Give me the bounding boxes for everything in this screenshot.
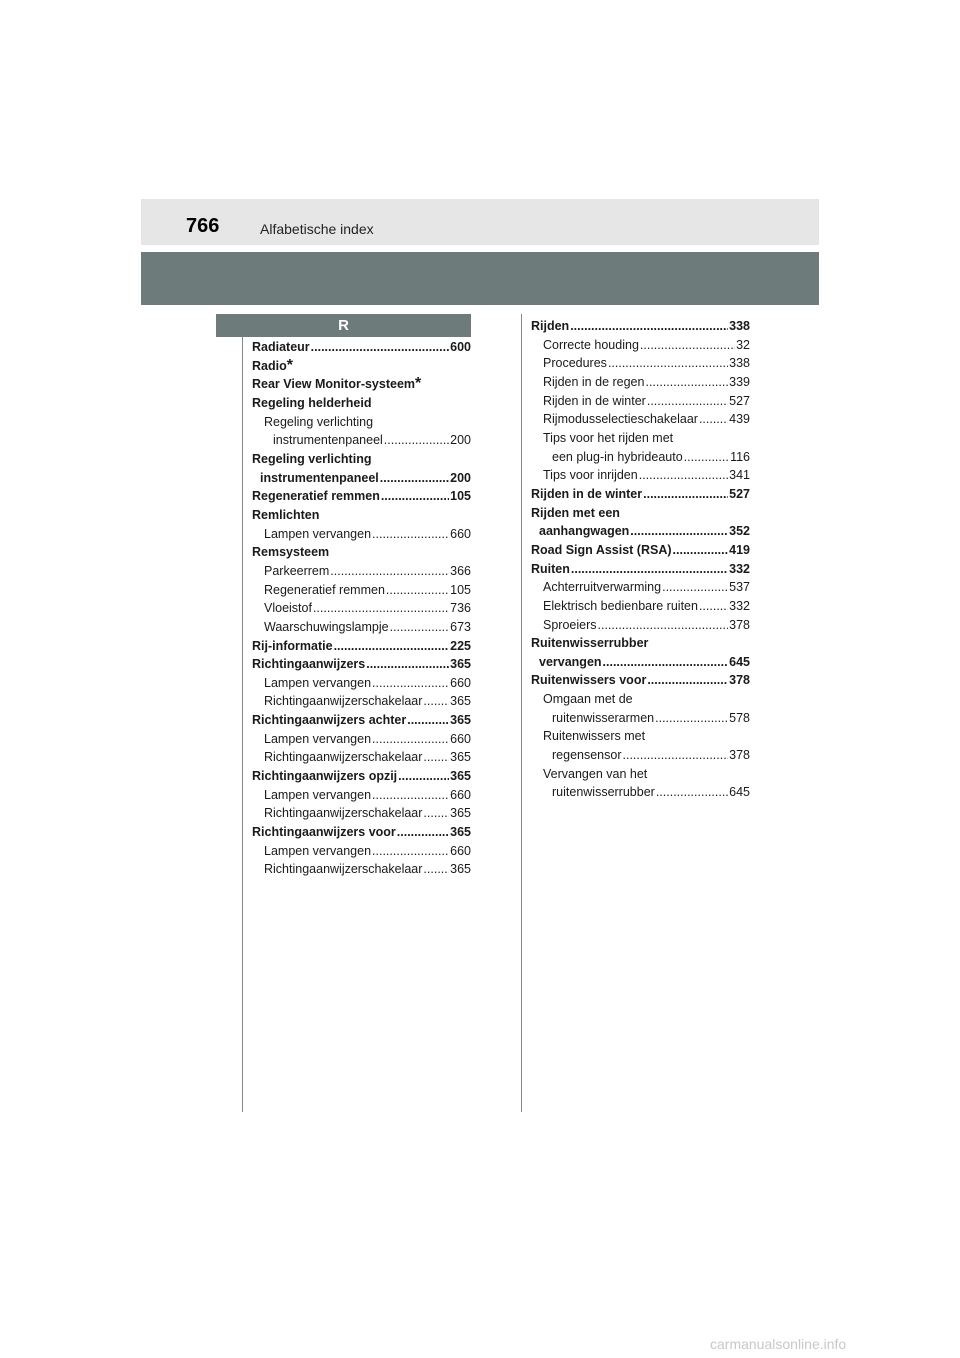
dot-leader xyxy=(570,317,728,336)
index-entry xyxy=(531,727,750,746)
index-entry xyxy=(531,653,750,672)
index-entry xyxy=(252,431,471,450)
dot-leader xyxy=(639,466,728,485)
entry-page-number: 660 xyxy=(450,526,471,541)
dot-leader xyxy=(645,373,728,392)
entry-page-number: 365 xyxy=(450,769,471,784)
dot-leader xyxy=(313,599,449,618)
dot-leader xyxy=(390,618,450,637)
dot-leader xyxy=(699,410,728,429)
index-entry xyxy=(252,450,471,469)
index-entry: Rear View Monitor-systeem * xyxy=(252,375,422,393)
entry-term: Tips voor inrijden xyxy=(543,468,638,483)
index-entry xyxy=(252,842,471,861)
page-number: 766 xyxy=(186,215,220,237)
entry-term: Radiateur xyxy=(252,340,310,354)
index-entry xyxy=(531,317,750,336)
index-entry xyxy=(252,748,471,767)
dot-leader xyxy=(643,485,728,504)
entry-term: Waarschuwingslampje xyxy=(264,619,389,634)
index-entry xyxy=(531,783,750,802)
entry-page-number: 419 xyxy=(729,542,750,557)
dot-leader xyxy=(603,653,729,672)
dot-leader xyxy=(571,560,728,579)
index-entry xyxy=(252,487,471,506)
entry-term: Correcte houding xyxy=(543,337,639,352)
dot-leader xyxy=(640,336,735,355)
entry-page-number: 578 xyxy=(729,710,750,725)
index-entry xyxy=(252,543,471,562)
entry-term: Richtingaanwijzers xyxy=(252,657,366,672)
dot-leader xyxy=(311,338,449,357)
entry-page-number: 116 xyxy=(730,449,750,464)
dot-leader xyxy=(397,823,449,842)
entry-page-number: 365 xyxy=(450,694,471,709)
dot-leader xyxy=(372,674,449,693)
entry-term: Regeneratief remmen xyxy=(264,582,385,597)
dot-leader xyxy=(366,655,449,674)
index-entry xyxy=(531,373,750,392)
header-band xyxy=(141,252,819,305)
index-entry xyxy=(531,522,750,541)
entry-page-number: 736 xyxy=(450,601,471,616)
dot-leader xyxy=(372,525,449,544)
index-entry xyxy=(252,562,471,581)
entry-term: Elektrisch bedienbare ruiten xyxy=(543,598,698,613)
index-entry xyxy=(252,394,471,413)
entry-page-number: 660 xyxy=(450,731,471,746)
entry-term: Ruitenwisserrubber xyxy=(531,636,649,651)
index-entry xyxy=(252,767,471,786)
entry-term: Rijmodusselectieschakelaar xyxy=(543,412,698,427)
entry-page-number: 105 xyxy=(450,489,471,504)
dot-leader xyxy=(608,354,728,373)
entry-term: Regeling verlichting xyxy=(264,414,374,429)
entry-page-number: 338 xyxy=(729,319,750,333)
entry-page-number: 378 xyxy=(729,748,750,763)
dot-leader xyxy=(380,469,449,488)
dot-leader xyxy=(655,709,728,728)
index-entry xyxy=(531,392,750,411)
index-entry xyxy=(252,860,471,879)
entry-page-number: 32 xyxy=(736,337,750,352)
index-column-right xyxy=(531,317,750,802)
index-entry xyxy=(531,466,750,485)
index-entry xyxy=(531,616,750,635)
index-entry xyxy=(531,765,750,784)
index-entry xyxy=(531,634,750,653)
index-entry xyxy=(531,690,750,709)
index-entry xyxy=(252,786,471,805)
entry-term: Lampen vervangen xyxy=(264,526,372,541)
entry-term: Vloeistof xyxy=(264,601,312,616)
index-entry xyxy=(252,711,471,730)
entry-term: Rijden in de regen xyxy=(543,374,645,389)
dot-leader xyxy=(684,448,729,467)
index-entry xyxy=(531,429,750,448)
dot-leader xyxy=(386,581,449,600)
entry-term: Sproeiers xyxy=(543,617,597,632)
entry-page-number: 600 xyxy=(450,340,471,354)
index-entry xyxy=(531,448,750,467)
index-entry xyxy=(252,581,471,600)
index-entry xyxy=(252,618,471,637)
entry-page-number: 341 xyxy=(729,468,750,483)
index-entry xyxy=(531,485,750,504)
dot-leader xyxy=(407,711,449,730)
entry-page-number: 366 xyxy=(450,563,471,578)
dot-leader xyxy=(423,860,449,879)
index-entry xyxy=(531,560,750,579)
entry-page-number: 378 xyxy=(729,617,750,632)
entry-term: Rijden met een xyxy=(531,505,620,520)
entry-term: Vervangen van het xyxy=(543,766,648,781)
dot-leader xyxy=(623,746,729,765)
entry-term: ruitenwisserrubber xyxy=(552,785,655,800)
index-entry xyxy=(252,637,471,656)
entry-term: Remlichten xyxy=(252,507,320,522)
dot-leader xyxy=(699,597,728,616)
entry-term: Ruitenwissers met xyxy=(543,729,646,744)
entry-page-number: 365 xyxy=(450,750,471,765)
index-entry xyxy=(252,804,471,823)
index-entry xyxy=(252,674,471,693)
entry-term: Lampen vervangen xyxy=(264,731,372,746)
entry-term: Tips voor het rijden met xyxy=(543,430,674,445)
entry-term: Richtingaanwijzers achter xyxy=(252,713,407,728)
entry-page-number: 332 xyxy=(729,561,750,576)
dot-leader xyxy=(630,522,728,541)
entry-page-number: 225 xyxy=(450,638,471,653)
entry-page-number: 660 xyxy=(450,787,471,802)
entry-term: Achterruitverwarming xyxy=(543,580,662,595)
index-entry xyxy=(531,597,750,616)
index-entry xyxy=(252,692,471,711)
index-entry xyxy=(531,336,750,355)
entry-page-number: 352 xyxy=(729,524,750,539)
index-entry xyxy=(252,338,471,357)
entry-page-number: 645 xyxy=(729,785,750,800)
entry-term: Regeling verlichting xyxy=(252,451,372,466)
entry-term: Rij-informatie xyxy=(252,638,333,653)
section-title: Alfabetische index xyxy=(260,221,374,237)
dot-leader xyxy=(662,578,728,597)
entry-page-number: 200 xyxy=(450,470,471,485)
entry-term: instrumentenpaneel xyxy=(273,433,383,448)
entry-term: Omgaan met de xyxy=(543,692,633,707)
index-entry xyxy=(252,823,471,842)
index-entry xyxy=(531,354,750,373)
dot-leader xyxy=(656,783,728,802)
dot-leader xyxy=(673,541,729,560)
entry-term: Lampen vervangen xyxy=(264,787,372,802)
entry-page-number: 332 xyxy=(729,598,750,613)
index-entry xyxy=(252,599,471,618)
index-entry xyxy=(531,504,750,523)
dot-leader xyxy=(384,431,449,450)
entry-term: Richtingaanwijzerschakelaar xyxy=(264,806,423,821)
index-entry xyxy=(531,410,750,429)
entry-page-number: 645 xyxy=(729,654,750,669)
entry-term: Road Sign Assist (RSA) xyxy=(531,542,672,557)
entry-term: Regeneratief remmen xyxy=(252,489,380,504)
entry-page-number: 365 xyxy=(450,862,471,877)
entry-term: instrumentenpaneel xyxy=(260,470,379,485)
entry-page-number: 200 xyxy=(450,433,471,448)
index-entry: Radio * xyxy=(252,356,293,374)
entry-term: Regeling helderheid xyxy=(252,395,372,410)
index-entry xyxy=(252,655,471,674)
entry-page-number: 365 xyxy=(450,713,471,728)
entry-page-number: 527 xyxy=(729,486,750,501)
dot-leader xyxy=(423,748,449,767)
dot-leader xyxy=(423,804,449,823)
entry-term: Rear View Monitor-systeem xyxy=(252,377,416,392)
entry-term: Ruitenwissers voor xyxy=(531,673,647,688)
entry-term: een plug-in hybrideauto xyxy=(552,449,683,464)
index-entry xyxy=(531,671,750,690)
entry-term: Procedures xyxy=(543,356,607,371)
entry-page-number: 378 xyxy=(729,673,750,688)
entry-term: Ruiten xyxy=(531,561,570,576)
entry-page-number: 439 xyxy=(729,412,750,427)
entry-term: Richtingaanwijzerschakelaar xyxy=(264,694,423,709)
entry-term: Parkeerrem xyxy=(264,563,330,578)
dot-leader xyxy=(423,692,449,711)
entry-term: vervangen xyxy=(539,654,602,669)
page-header xyxy=(141,199,819,245)
dot-leader xyxy=(398,767,449,786)
dot-leader xyxy=(381,487,449,506)
entry-page-number: 339 xyxy=(729,374,750,389)
index-entry xyxy=(252,506,471,525)
entry-term: Richtingaanwijzers voor xyxy=(252,825,396,840)
dot-leader xyxy=(372,842,449,861)
watermark: carmanualsonline.info xyxy=(710,1336,847,1352)
index-letter-heading: R xyxy=(216,314,471,337)
entry-term: Radio xyxy=(252,358,287,373)
left-column-rule xyxy=(242,337,243,1112)
index-entry xyxy=(531,578,750,597)
entry-term: Richtingaanwijzerschakelaar xyxy=(264,862,423,877)
entry-term: regensensor xyxy=(552,748,622,763)
index-column-left xyxy=(252,338,471,879)
entry-term: aanhangwagen xyxy=(539,524,630,539)
entry-page-number: 673 xyxy=(450,619,471,634)
entry-page-number: 527 xyxy=(729,393,750,408)
dot-leader xyxy=(647,392,728,411)
index-entry xyxy=(531,709,750,728)
dot-leader xyxy=(598,616,729,635)
entry-term: Rijden xyxy=(531,319,570,333)
index-entry xyxy=(252,469,471,488)
dot-leader xyxy=(330,562,449,581)
index-entry xyxy=(252,413,471,432)
index-entry xyxy=(531,541,750,560)
entry-page-number: 660 xyxy=(450,843,471,858)
entry-term: Lampen vervangen xyxy=(264,843,372,858)
entry-term: ruitenwisserarmen xyxy=(552,710,655,725)
index-entry xyxy=(531,746,750,765)
entry-page-number: 660 xyxy=(450,675,471,690)
dot-leader xyxy=(372,786,449,805)
entry-page-number: 365 xyxy=(450,657,471,672)
entry-term: Richtingaanwijzerschakelaar xyxy=(264,750,423,765)
entry-term: Rijden in de winter xyxy=(543,393,646,408)
entry-page-number: 105 xyxy=(450,582,471,597)
entry-page-number: 365 xyxy=(450,806,471,821)
dot-leader xyxy=(647,671,728,690)
entry-page-number: 537 xyxy=(729,580,750,595)
entry-term: Rijden in de winter xyxy=(531,486,643,501)
index-entry xyxy=(252,730,471,749)
entry-page-number: 338 xyxy=(729,356,750,371)
entry-term: Remsysteem xyxy=(252,545,330,560)
middle-column-rule xyxy=(521,314,522,1112)
dot-leader xyxy=(372,730,449,749)
entry-page-number: 365 xyxy=(450,825,471,840)
entry-term: Richtingaanwijzers opzij xyxy=(252,769,398,784)
entry-term: Lampen vervangen xyxy=(264,675,372,690)
index-entry xyxy=(252,525,471,544)
dot-leader xyxy=(334,637,450,656)
